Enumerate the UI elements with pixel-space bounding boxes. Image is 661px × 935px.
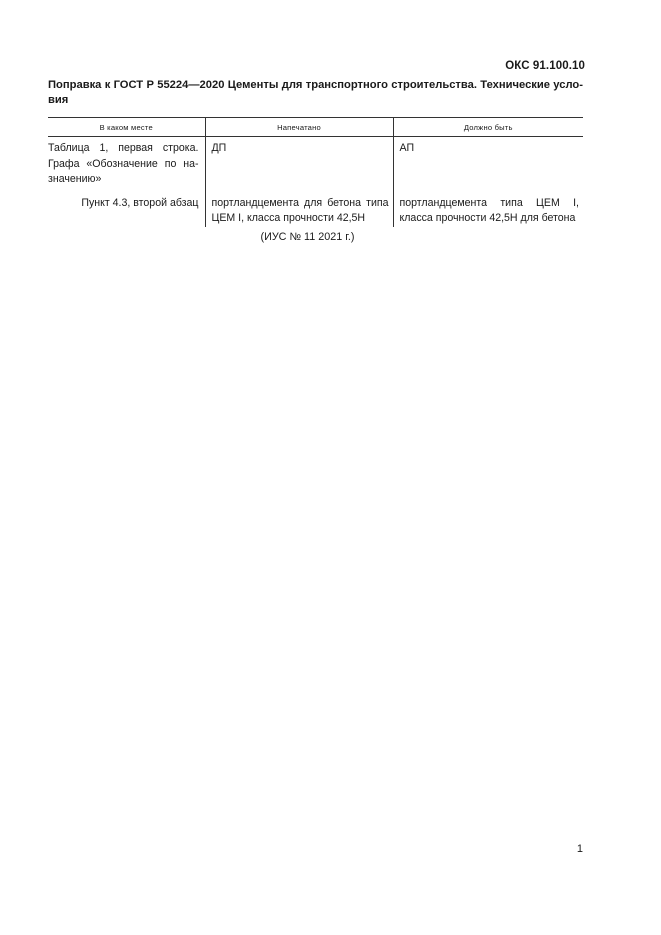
table-header-row — [48, 118, 583, 137]
amendment-table — [48, 117, 583, 227]
cell-should-be: портландцемента типа ЦЕМ I, класса прочности 42,5Н для бетона — [393, 188, 583, 227]
header-place: В каком месте — [48, 118, 205, 137]
table-row — [48, 137, 583, 188]
header-should-be: Должно быть — [393, 118, 583, 137]
cell-printed: портландцемента для бетона типа ЦЕМ I, класса прочности 42,5Н — [205, 188, 393, 227]
cell-place: Пункт 4.3, второй абзац — [81, 196, 199, 209]
ius-reference: (ИУС № 11 2021 г.) — [260, 231, 355, 243]
table-row — [48, 188, 583, 227]
oks-code: ОКС 91.100.10 — [505, 60, 585, 72]
cell-should-be: АП — [393, 137, 583, 188]
page-number: 1 — [576, 843, 583, 855]
header-printed: Напечатано — [205, 118, 393, 137]
cell-place: Таблица 1, первая строка. Графа «Обозначение по назначению» — [48, 142, 199, 185]
cell-printed: ДП — [205, 137, 393, 188]
amendment-title: Поправка к ГОСТ Р 55224—2020 Цементы для транспортного строительства. Технические условия — [48, 79, 583, 106]
